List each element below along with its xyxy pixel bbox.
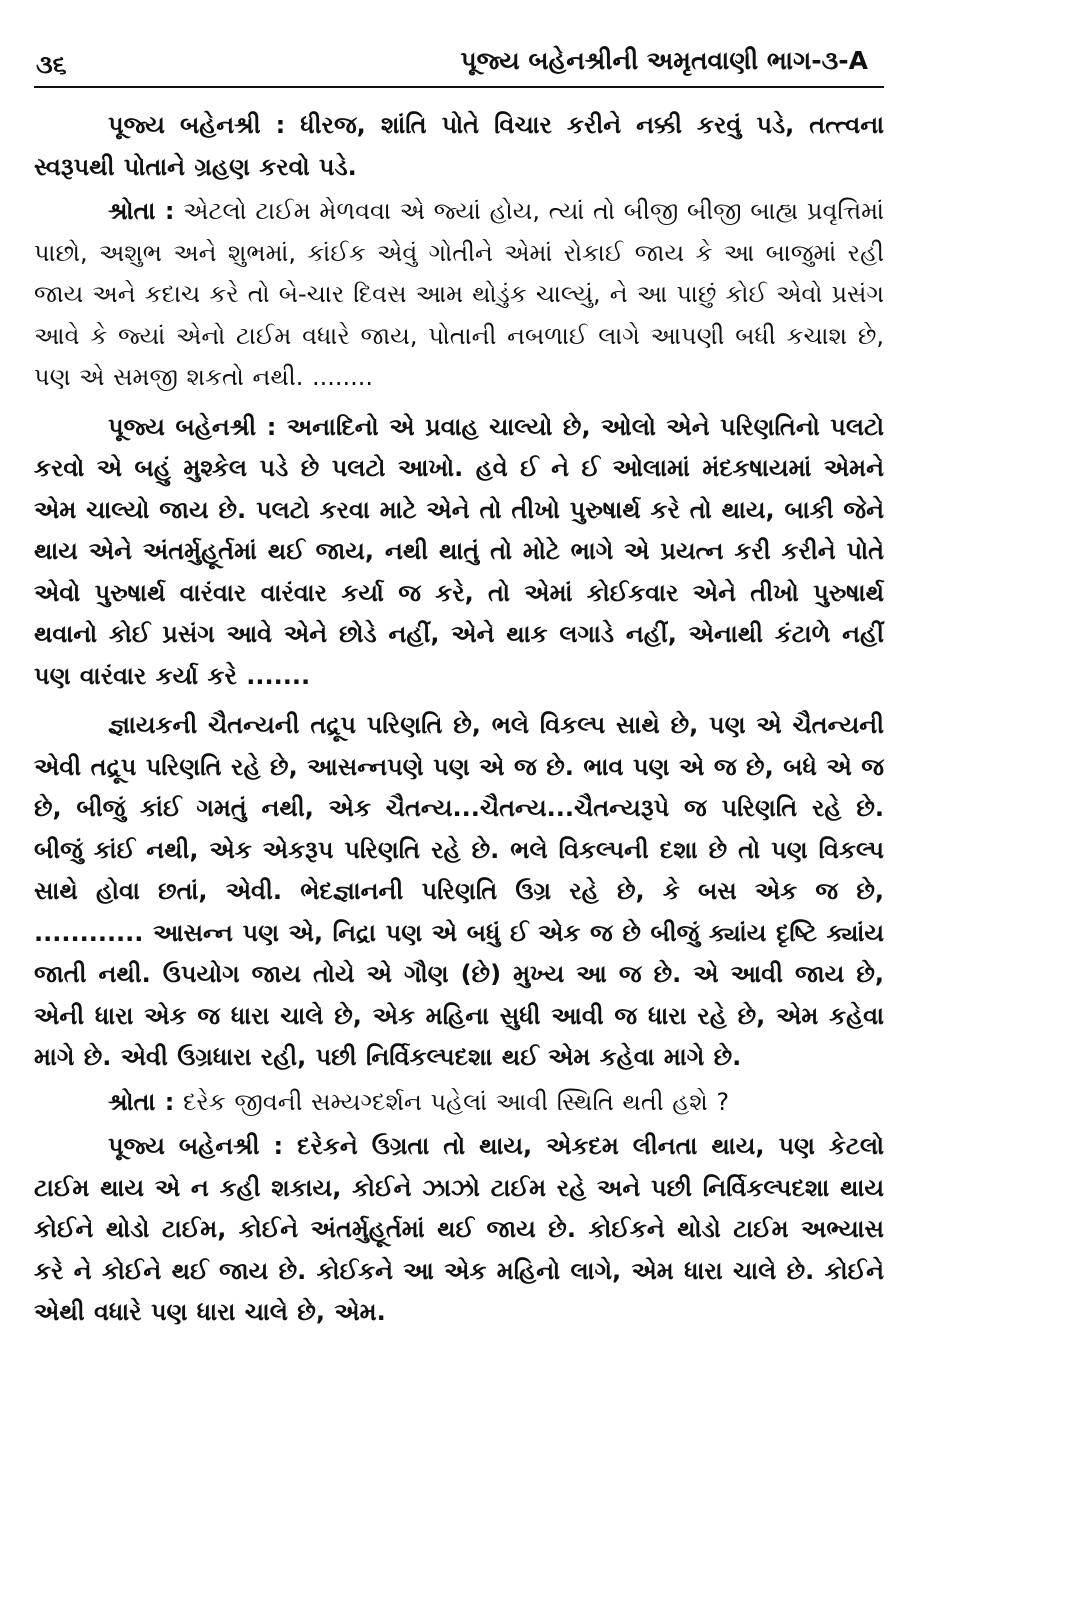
book-title: પૂજ્ય બહેનશ્રીની અમૃતવાણી ભાગ-૩-A [460,46,868,75]
paragraph-bahenshri-2 [34,407,884,698]
paragraph-text: અનાદિનો એ પ્રવાહ ચાલ્યો છે, ઓલો એને પરિણતિનો પલટો કરવો એ બહું મુશ્કેલ પડે છે પલટો આખો. હવે ઈ ને ઈ ઓલામાં મંદકષાયમાં એમને એમ ચાલ્યો જાય છે. પલટો કરવા માટે એને તો તીખો પુરુષાર્થ કરે તો થાય, બાકી જેને થાય એને અંતર્મુહૂર્તમાં થઈ જાય, નથી થાતું તો મોટે ભાગે એ પ્રયત્ન કરી કરીને પોતે એવો પુરુષાર્થ વારંવાર વારંવાર કર્યા જ કરે, તો એમાં કોઈકવાર એને તીખો પુરુષાર્થ થવાનો કોઈ પ્રસંગ આવે એને છોડે નહીં, એને થાક લગાડે નહીં, એનાથી કંટાળે નહીં પણ વારંવાર કર્યા કરે ....... [34,412,884,690]
speaker-label: શ્રોતા : [108,1087,175,1116]
paragraph-text: એટલો ટાઈમ મેળવવા એ જ્યાં હોય, ત્યાં તો બીજી બીજી બાહ્ય પ્રવૃત્તિમાં પાછો, અશુભ અને શુભમાં, કાંઈક એવું ગોતીને એમાં રોકાઈ જાય કે આ બાજુમાં રહી જાય અને કદાચ કરે તો બે-ચાર દિવસ આમ થોડુંક ચાલ્યું, ને આ પાછું કોઈ એવો પ્રસંગ આવે કે જ્યાં એનો ટાઈમ વધારે જાય, પોતાની નબળાઈ લાગે આપણી બધી કચાશ છે, પણ એ સમજી શકતો નથી. ........ [34,197,884,391]
paragraph-bahenshri-1 [34,105,884,188]
paragraph-text: ધીરજ, શાંતિ પોતે વિચાર કરીને નક્કી કરવું પડે, તત્ત્વના સ્વરૂપથી પોતાને ગ્રહણ કરવો પડે. [34,111,884,181]
paragraph-text: જ્ઞાયકની ચૈતન્યની તદ્રૂપ પરિણતિ છે, ભલે વિકલ્પ સાથે છે, પણ એ ચૈતન્યની એવી તદ્રૂપ પરિણતિ રહે છે, આસન્નપણે પણ એ જ છે. ભાવ પણ એ જ છે, બધે એ જ છે, બીજું કાંઈ ગમતું નથી, એક ચૈતન્ય...ચૈતન્ય...ચૈતન્યરૂપે જ પરિણતિ રહે છે. બીજું કાંઈ નથી, એક એકરૂપ પરિણતિ રહે છે. ભલે વિકલ્પની દશા છે તો પણ વિકલ્પ સાથે હોવા છતાં, એવી. ભેદજ્ઞાનની પરિણતિ ઉગ્ર રહે છે, કે બસ એક જ છે, ............ આસન્ન પણ એ, નિદ્રા પણ એ બધું ઈ એક જ છે બીજું ક્યાંય દૃષ્ટિ ક્યાંય જાતી નથી. ઉપયોગ જાય તોયે એ ગૌણ (છે) મુખ્ય આ જ છે. એ આવી જાય છે, એની ધારા એક જ ધારા ચાલે છે, એક મહિના સુધી આવી જ ધારા રહે છે, એમ કહેવા માગે છે. એવી ઉગ્રધારા રહી, પછી નિર્વિકલ્પદશા થઈ એમ કહેવા માગે છે. [34,711,884,1071]
speaker-label: પૂજ્ય બહેનશ્રી : [108,412,277,441]
paragraph-text: દરેક જીવની સમ્યગ્દર્શન પહેલાં આવી સ્થિતિ થતી હશે ? [174,1087,730,1116]
page-header [34,44,884,88]
paragraph-jnayak [34,705,884,1079]
paragraph-shrota-2 [34,1082,884,1124]
paragraph-shrota-1 [34,191,884,399]
paragraph-bahenshri-3 [34,1126,884,1334]
speaker-label: પૂજ્ય બહેનશ્રી : [108,111,286,139]
paragraph-text: દરેકને ઉગ્રતા તો થાય, એકદમ લીનતા થાય, પણ કેટલો ટાઈમ થાય એ ન કહી શકાય, કોઈને ઝાઝો ટાઈમ રહે અને પછી નિર્વિકલ્પદશા થાય કોઈને થોડો ટાઈમ, કોઈને અંતર્મુહૂર્તમાં થઈ જાય છે. કોઈકને થોડો ટાઈમ અભ્યાસ કરે ને કોઈને થઈ જાય છે. કોઈકને આ એક મહિનો લાગે, એમ ધારા ચાલે છે. કોઈને એથી વધારે પણ ધારા ચાલે છે, એમ. [34,1132,884,1326]
speaker-label: પૂજ્ય બહેનશ્રી : [108,1132,284,1160]
speaker-label: શ્રોતા : [108,197,175,225]
page-number: ૩૬ [36,50,67,79]
body-text [34,105,884,1334]
